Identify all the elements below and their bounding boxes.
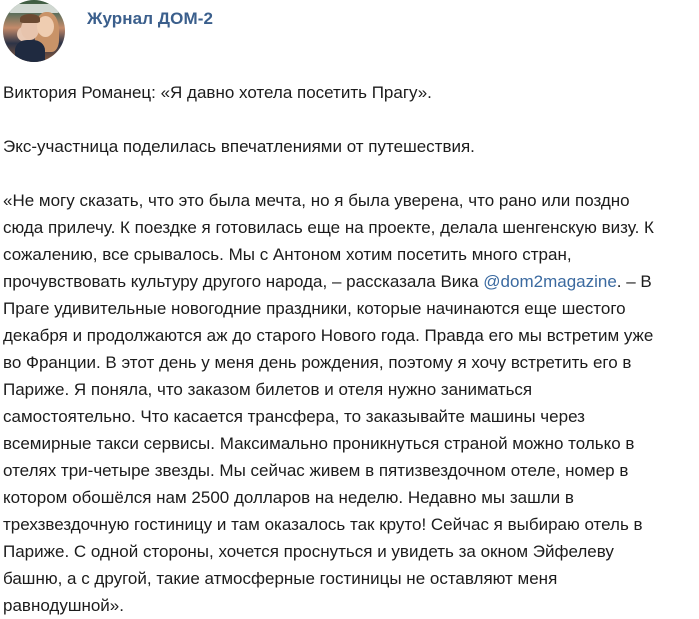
post-content — [3, 79, 693, 619]
body-line: самостоятельно. Что касается трансфера, то заказывайте машины через — [3, 407, 585, 426]
body-line: башню, а с другой, такие атмосферные гостиницы не оставляют меня — [3, 569, 558, 588]
body-line: Париже. Я поняла, что заказом билетов и отеля нужно заниматься — [3, 380, 533, 399]
body-line: отелях три-четыре звезды. Мы сейчас живем в пятизвездочном отеле, номер в — [3, 461, 629, 480]
body-line: сожалению, все срывалось. Мы с Антоном хотим посетить много стран, — [3, 245, 572, 264]
body-line: декабря и продолжаются аж до старого Нового года. Правда его мы встретим уже — [3, 326, 654, 345]
body-line-text: . – В — [616, 272, 652, 291]
channel-avatar[interactable] — [3, 0, 65, 62]
avatar-detail — [15, 40, 45, 62]
body-line: во Франции. В этот день у меня день рождения, поэтому я хочу встретить его в — [3, 353, 632, 372]
avatar-detail — [20, 14, 40, 23]
post-body — [3, 187, 693, 619]
body-line: трехзвездочную гостиницу и там оказалось так круто! Сейчас я выбираю отель в — [3, 515, 643, 534]
body-line: «Не могу сказать, что это была мечта, но я была уверена, что рано или поздно — [3, 191, 630, 210]
post-header — [0, 0, 699, 66]
avatar-logo-strip — [9, 4, 59, 13]
body-line: всемирные такси сервисы. Максимально проникнуться страной можно только в — [3, 434, 635, 453]
body-line: равнодушной». — [3, 596, 124, 615]
body-line: сюда прилечу. К поездке я готовилась еще на проекте, делала шенгенскую визу. К — [3, 218, 654, 237]
body-line: Париже. С одной стороны, хочется проснуться и увидеть за окном Эйфелеву — [3, 542, 614, 561]
body-line: Праге удивительные новогодние праздники, которые начинаются еще шестого — [3, 299, 626, 318]
channel-name-link[interactable]: Журнал ДОМ-2 — [87, 9, 214, 28]
mention-link[interactable]: @dom2magazine — [483, 272, 617, 291]
body-line: котором обошёлся нам 2500 долларов на неделю. Недавно мы зашли в — [3, 488, 574, 507]
body-line-text: прочувствовать культуру другого народа, – рассказала Вика — [3, 272, 484, 291]
post-lead: Экс-участница поделилась впечатлениями от путешествия. — [3, 137, 475, 156]
post-title: Виктория Романец: «Я давно хотела посетить Прагу». — [3, 83, 432, 102]
body-line-with-mention — [3, 268, 693, 295]
